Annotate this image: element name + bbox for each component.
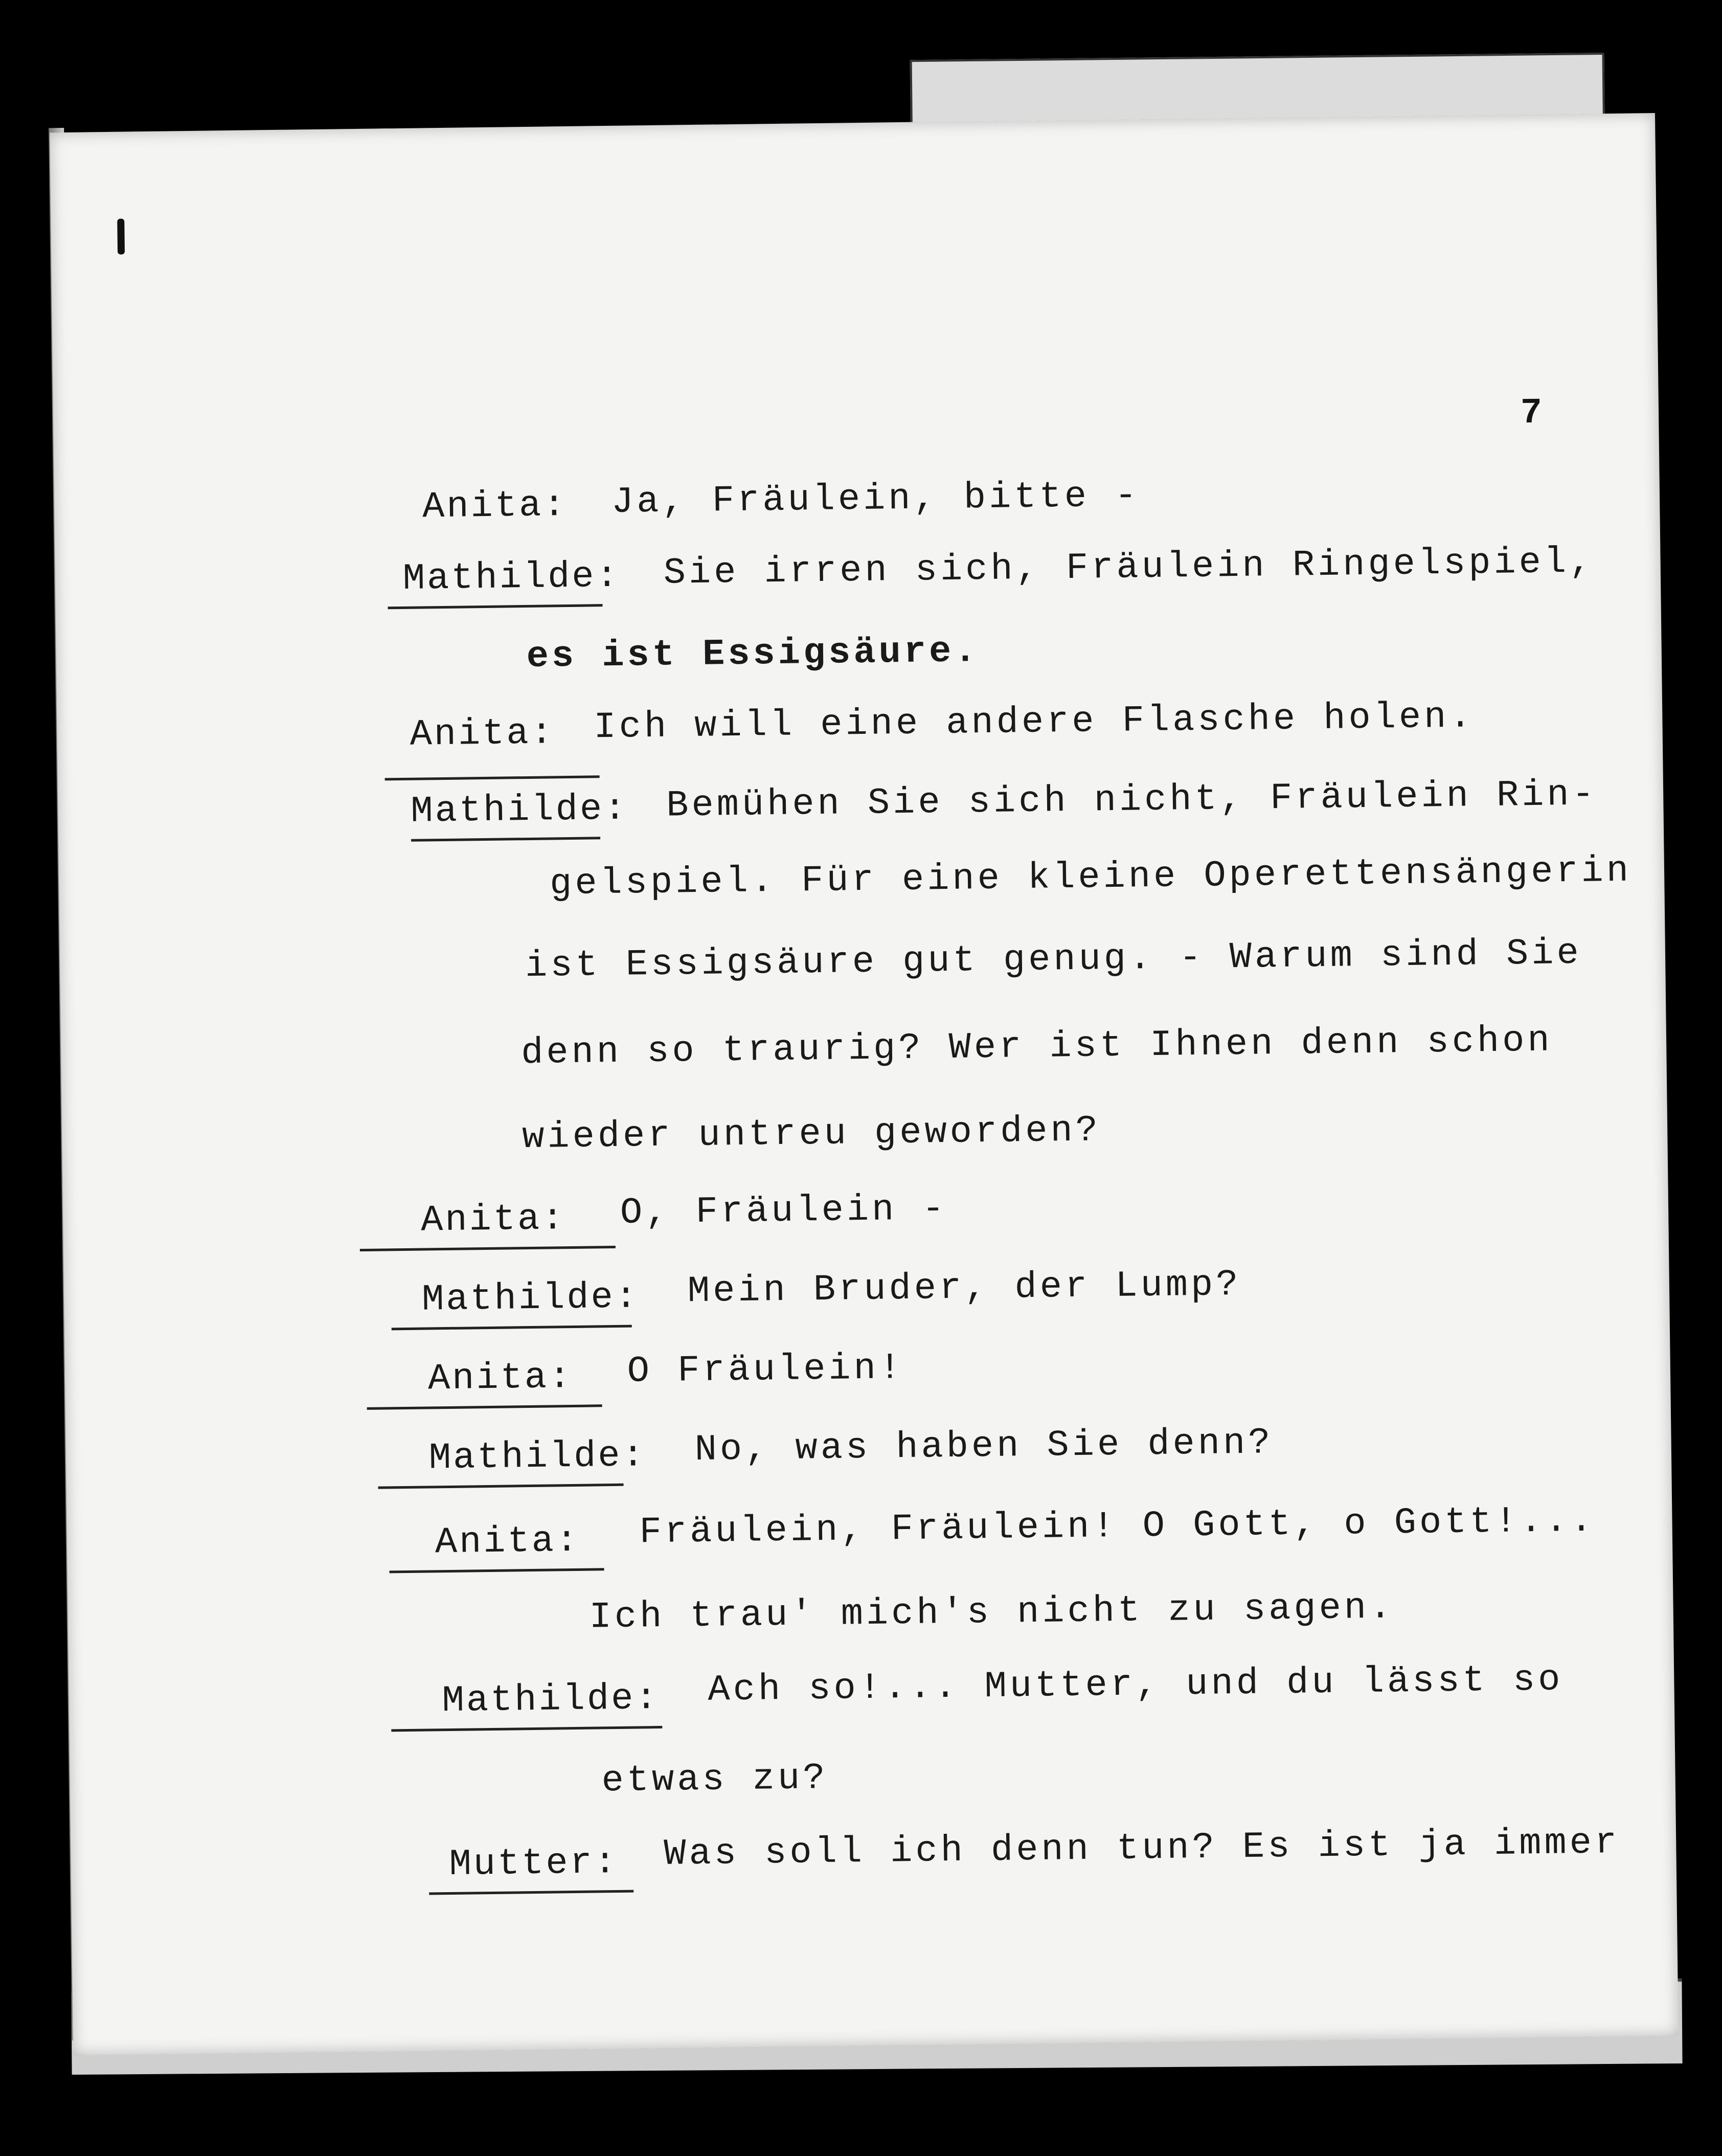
typewritten-page — [50, 113, 1679, 2055]
speech-line: etwas zu? — [601, 1757, 828, 1802]
speaker-label: Anita: — [422, 484, 568, 528]
speaker-label: Mathilde: — [402, 555, 621, 600]
speaker-label: Mutter: — [449, 1841, 619, 1886]
speech-line: Ach so!... Mutter, und du lässt so — [707, 1658, 1564, 1711]
speaker-underline — [390, 1568, 604, 1573]
speaker-label: Mathilde: — [442, 1677, 660, 1722]
speech-line: gelspiel. Für eine kleine Operettensängerin — [549, 849, 1632, 905]
speaker-label: Anita: — [420, 1198, 566, 1242]
speaker-label: Anita: — [427, 1356, 573, 1400]
speaker-underline — [391, 1726, 662, 1732]
speech-line: ist Essigsäure gut genug. - Warum sind Sie — [525, 932, 1582, 987]
speech-line: Was soll ich denn tun? Es ist ja immer — [663, 1822, 1620, 1875]
speaker-label: Anita: — [435, 1519, 580, 1564]
speaker-underline — [429, 1890, 633, 1895]
speaker-underline — [360, 1246, 616, 1251]
speaker-label: Mathilde: — [421, 1276, 640, 1321]
speech-line: wieder untreu geworden? — [522, 1109, 1101, 1159]
speech-line: Mein Bruder, der Lump? — [687, 1264, 1241, 1313]
speaker-underline — [388, 604, 603, 609]
speech-line: Ja, Fräulein, bitte - — [611, 475, 1140, 523]
speech-line: denn so traurig? Wer ist Ihnen denn schon — [520, 1019, 1553, 1074]
speaker-underline — [367, 1404, 602, 1410]
speaker-label: Mathilde: — [428, 1434, 647, 1479]
speaker-label: Anita: — [410, 712, 555, 756]
speaker-label: Mathilde: — [410, 788, 628, 833]
speech-line: Ich will eine andere Flasche holen. — [593, 695, 1475, 749]
ink-mark — [117, 219, 125, 255]
speaker-underline — [392, 1325, 632, 1331]
speech-line: O Fräulein! — [627, 1347, 904, 1393]
speech-line: es ist Essigsäure. — [526, 630, 980, 678]
speech-line: Bemühen Sie sich nicht, Fräulein Rin- — [666, 773, 1598, 827]
speech-line: O, Fräulein - — [620, 1188, 948, 1234]
speech-line: No, was haben Sie denn? — [694, 1422, 1274, 1471]
speaker-underline — [411, 837, 600, 842]
speaker-underline — [378, 1484, 624, 1489]
speech-line: Fräulein, Fräulein! O Gott, o Gott!... — [639, 1499, 1596, 1554]
speech-line: Sie irren sich, Fräulein Ringelspiel, — [663, 541, 1595, 594]
speech-line: Ich trau' mich's nicht zu sagen. — [589, 1586, 1395, 1638]
page-number: 7 — [1520, 393, 1543, 434]
speaker-underline — [385, 775, 600, 780]
